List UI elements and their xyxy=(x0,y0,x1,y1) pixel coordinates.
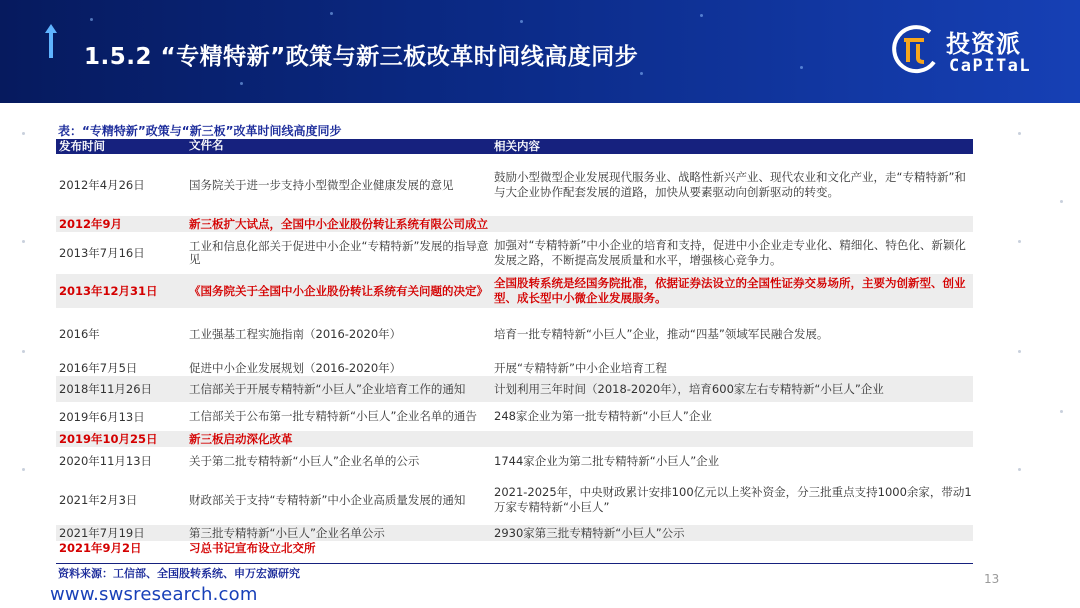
bg-dot xyxy=(22,132,25,135)
banner-dot xyxy=(240,82,243,85)
cell-doc: 国务院关于进一步支持小型微型企业健康发展的意见 xyxy=(189,177,454,192)
table-row xyxy=(56,475,973,525)
bg-dot xyxy=(1060,200,1063,203)
cell-content: 2021-2025年，中央财政累计安排100亿元以上奖补资金，分三批重点支持1000余家，带动1万家专精特新“小巨人” xyxy=(494,485,972,514)
banner-dot xyxy=(640,72,643,75)
table-row xyxy=(56,232,973,274)
cell-content: 计划利用三年时间（2018-2020年），培育600家左右专精特新“小巨人”企业 xyxy=(494,381,884,396)
logo-text-cn: 投资派 xyxy=(946,30,1021,58)
table-row xyxy=(56,360,973,376)
banner-dot xyxy=(700,14,703,17)
table-row xyxy=(56,154,973,216)
bg-dot xyxy=(1018,132,1021,135)
bg-dot xyxy=(22,468,25,471)
cell-doc: 工业强基工程实施指南（2016-2020年） xyxy=(189,326,402,341)
cell-content: 1744家企业为第二批专精特新“小巨人”企业 xyxy=(494,453,720,468)
page-title: 1.5.2 “专精特新”政策与新三板改革时间线高度同步 xyxy=(84,44,639,70)
cell-doc: 新三板扩大试点，全国中小企业股份转让系统有限公司成立 xyxy=(189,216,488,231)
logo xyxy=(886,18,1046,82)
cell-date: 2021年7月19日 xyxy=(59,526,145,540)
cell-date: 2021年9月2日 xyxy=(59,541,142,555)
logo-mark-icon xyxy=(886,22,942,78)
cell-date: 2012年4月26日 xyxy=(59,178,145,192)
banner-dot xyxy=(90,18,93,21)
logo-text-en: CaPITaL xyxy=(949,56,1032,76)
table-row xyxy=(56,274,973,308)
header-banner xyxy=(0,0,1080,103)
bg-dot xyxy=(22,350,25,353)
banner-dot xyxy=(520,20,523,23)
table-row xyxy=(56,541,973,555)
cell-doc: 第三批专精特新“小巨人”企业名单公示 xyxy=(189,525,385,540)
cell-doc: 新三板启动深化改革 xyxy=(189,431,293,446)
table-row xyxy=(56,402,973,431)
cell-content: 加强对“专精特新”中小企业的培育和支持，促进中小企业走专业化、精细化、特色化、新颖化发展之路，不断提高发展质量和水平，增强核心竞争力。 xyxy=(494,238,966,267)
cell-content: 248家企业为第一批专精特新“小巨人”企业 xyxy=(494,409,712,423)
bg-dot xyxy=(1018,350,1021,353)
cell-doc: 工业和信息化部关于促进中小企业“专精特新”发展的指导意见 xyxy=(189,239,489,266)
banner-dot xyxy=(800,66,803,69)
cell-doc: 促进中小企业发展规划（2016-2020年） xyxy=(189,360,402,375)
table-row xyxy=(56,216,973,232)
cell-date: 2013年12月31日 xyxy=(59,284,158,298)
cell-doc: 工信部关于开展专精特新“小巨人”企业培育工作的通知 xyxy=(189,381,466,396)
cell-doc: 财政部关于支持“专精特新”中小企业高质量发展的通知 xyxy=(189,492,466,507)
bg-dot xyxy=(1018,468,1021,471)
footer-website-link[interactable]: www.swsresearch.com xyxy=(50,584,258,605)
cell-doc: 工信部关于公布第一批专精特新“小巨人”企业名单的通告 xyxy=(189,409,477,423)
policy-timeline-table xyxy=(56,139,973,555)
cell-date: 2019年10月25日 xyxy=(59,432,158,446)
column-header-doc: 文件名 xyxy=(189,138,224,152)
table-row xyxy=(56,447,973,475)
table-bottom-rule xyxy=(56,563,973,564)
cell-date: 2012年9月 xyxy=(59,217,123,231)
cell-date: 2016年 xyxy=(59,327,100,341)
cell-doc: 关于第二批专精特新“小巨人”企业名单的公示 xyxy=(189,453,420,468)
arrow-up-icon xyxy=(44,24,58,58)
bg-dot xyxy=(1018,240,1021,243)
cell-doc: 《国务院关于全国中小企业股份转让系统有关问题的决定》 xyxy=(189,283,488,298)
cell-date: 2013年7月16日 xyxy=(59,246,145,260)
cell-content: 2930家第三批专精特新“小巨人”公示 xyxy=(494,525,685,540)
page-number: 13 xyxy=(984,572,1000,586)
table-row xyxy=(56,308,973,360)
cell-doc: 习总书记宣布设立北交所 xyxy=(189,540,316,555)
cell-date: 2018年11月26日 xyxy=(59,382,153,396)
cell-date: 2019年6月13日 xyxy=(59,409,145,424)
table-row xyxy=(56,431,973,447)
cell-content: 开展“专精特新”中小企业培育工程 xyxy=(494,360,667,375)
cell-date: 2021年2月3日 xyxy=(59,493,138,507)
table-row xyxy=(56,376,973,402)
bg-dot xyxy=(22,240,25,243)
table-source-note: 资料来源：工信部、全国股转系统、申万宏源研究 xyxy=(58,567,300,580)
bg-dot xyxy=(1060,410,1063,413)
cell-content: 鼓励小型微型企业发展现代服务业、战略性新兴产业、现代农业和文化产业，走“专精特新”和与大企业协作配套发展的道路，加快从要素驱动向创新驱动的转变。 xyxy=(494,170,966,199)
column-header-date: 发布时间 xyxy=(59,139,105,153)
table-caption: 表：“专精特新”政策与“新三板”改革时间线高度同步 xyxy=(58,124,342,138)
cell-date: 2016年7月5日 xyxy=(59,361,138,375)
table-header-row xyxy=(56,139,973,154)
cell-date: 2020年11月13日 xyxy=(59,454,153,468)
column-header-content: 相关内容 xyxy=(494,139,540,153)
cell-content: 全国股转系统是经国务院批准，依据证券法设立的全国性证券交易场所，主要为创新型、创业型、成长型中小微企业发展服务。 xyxy=(494,276,966,305)
banner-dot xyxy=(330,12,333,15)
cell-content: 培育一批专精特新“小巨人”企业，推动“四基”领域军民融合发展。 xyxy=(494,326,829,341)
table-row xyxy=(56,525,973,541)
